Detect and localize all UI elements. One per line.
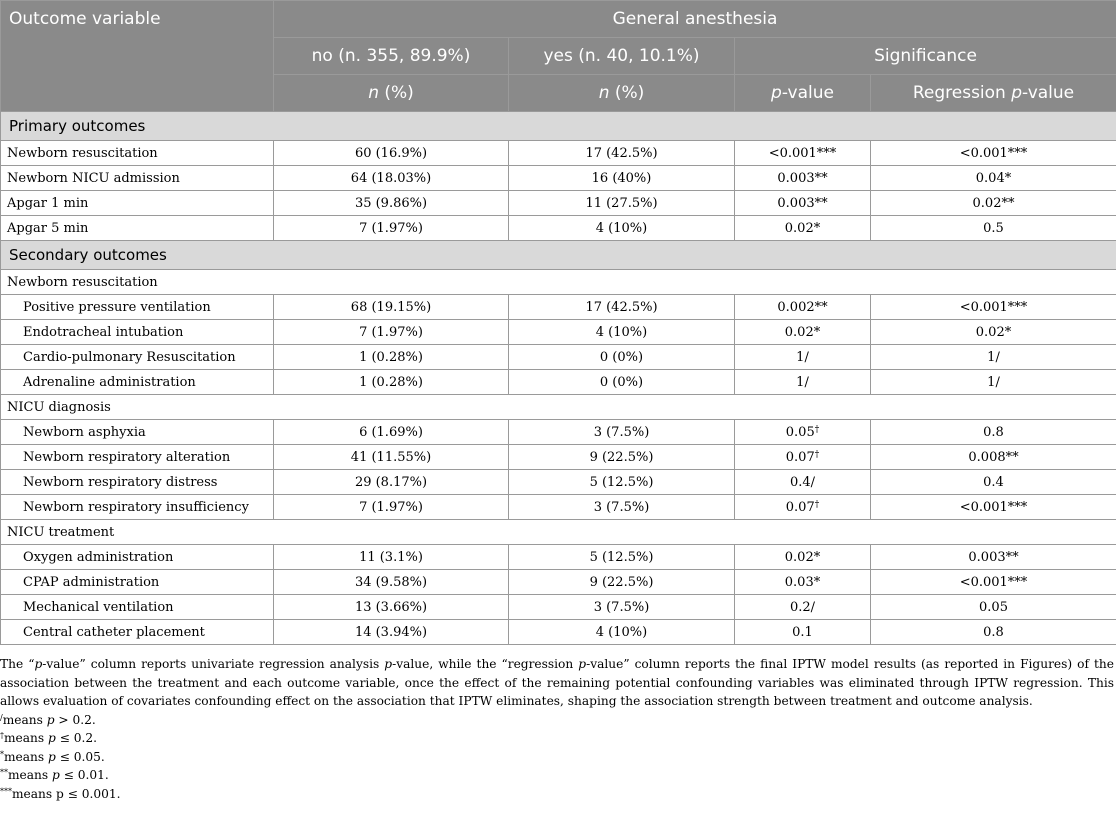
row-label: Newborn NICU admission bbox=[1, 166, 274, 191]
cell-p-value: <0.001*** bbox=[735, 141, 871, 166]
cell-no: 68 (19.15%) bbox=[274, 295, 509, 320]
cell-yes: 5 (12.5%) bbox=[509, 470, 735, 495]
cell-regression-p-value: 0.05 bbox=[871, 595, 1116, 620]
cell-regression-p-value: 0.003** bbox=[871, 545, 1116, 570]
cell-no: 64 (18.03%) bbox=[274, 166, 509, 191]
table-row bbox=[1, 545, 1116, 570]
cell-p-value: 0.03* bbox=[735, 570, 871, 595]
cell-regression-p-value: 0.04* bbox=[871, 166, 1116, 191]
significance-note: ***means p ≤ 0.001. bbox=[0, 786, 121, 801]
cell-regression-p-value: 0.02** bbox=[871, 191, 1116, 216]
header-yes-group: yes (n. 40, 10.1%) bbox=[509, 38, 735, 75]
cell-regression-p-value: 1/ bbox=[871, 370, 1116, 395]
table-row bbox=[1, 420, 1116, 445]
cell-yes: 17 (42.5%) bbox=[509, 141, 735, 166]
note-symbol: / bbox=[0, 712, 3, 722]
header-significance: Significance bbox=[735, 38, 1116, 75]
cell-yes: 5 (12.5%) bbox=[509, 545, 735, 570]
table-row bbox=[1, 141, 1116, 166]
table-row bbox=[1, 370, 1116, 395]
row-label: Oxygen administration bbox=[1, 545, 274, 570]
significance-notes bbox=[0, 711, 1114, 804]
header-regression-p-value: Regression p-value bbox=[871, 75, 1116, 112]
cell-p-value: 0.02* bbox=[735, 216, 871, 241]
section-title: Primary outcomes bbox=[1, 112, 1116, 141]
note-symbol: *** bbox=[0, 786, 12, 796]
header-outcome-variable: Outcome variable bbox=[1, 1, 274, 112]
row-label: Newborn resuscitation bbox=[1, 141, 274, 166]
note-symbol: † bbox=[0, 731, 4, 740]
cell-p-value: 0.1 bbox=[735, 620, 871, 645]
cell-regression-p-value: 0.02* bbox=[871, 320, 1116, 345]
significance-note: †means p ≤ 0.2. bbox=[0, 731, 98, 745]
cell-p-value: 0.05† bbox=[735, 420, 871, 445]
table-row bbox=[1, 495, 1116, 520]
cell-no: 60 (16.9%) bbox=[274, 141, 509, 166]
cell-p-value: 1/ bbox=[735, 370, 871, 395]
row-label: Positive pressure ventilation bbox=[1, 295, 274, 320]
cell-no: 14 (3.94%) bbox=[274, 620, 509, 645]
cell-yes: 3 (7.5%) bbox=[509, 495, 735, 520]
cell-regression-p-value: <0.001*** bbox=[871, 495, 1116, 520]
cell-no: 41 (11.55%) bbox=[274, 445, 509, 470]
cell-regression-p-value: <0.001*** bbox=[871, 570, 1116, 595]
table-row bbox=[1, 345, 1116, 370]
cell-yes: 4 (10%) bbox=[509, 620, 735, 645]
table-footnotes bbox=[0, 655, 1114, 803]
cell-p-value: 0.002** bbox=[735, 295, 871, 320]
group-title: Newborn resuscitation bbox=[1, 270, 1116, 295]
cell-yes: 4 (10%) bbox=[509, 320, 735, 345]
cell-p-value: 0.2/ bbox=[735, 595, 871, 620]
table-row bbox=[1, 216, 1116, 241]
cell-no: 1 (0.28%) bbox=[274, 345, 509, 370]
cell-no: 7 (1.97%) bbox=[274, 320, 509, 345]
table-row bbox=[1, 320, 1116, 345]
row-label: CPAP administration bbox=[1, 570, 274, 595]
cell-p-value: 0.003** bbox=[735, 191, 871, 216]
header-n-pct-yes: n (%) bbox=[509, 75, 735, 112]
cell-no: 29 (8.17%) bbox=[274, 470, 509, 495]
dagger-mark: † bbox=[814, 424, 820, 435]
section-title: Secondary outcomes bbox=[1, 241, 1116, 270]
cell-regression-p-value: 0.008** bbox=[871, 445, 1116, 470]
cell-p-value: 1/ bbox=[735, 345, 871, 370]
row-label: Adrenaline administration bbox=[1, 370, 274, 395]
table-row bbox=[1, 595, 1116, 620]
cell-yes: 0 (0%) bbox=[509, 345, 735, 370]
cell-no: 7 (1.97%) bbox=[274, 495, 509, 520]
significance-note: *means p ≤ 0.05. bbox=[0, 749, 105, 764]
row-label: Newborn respiratory alteration bbox=[1, 445, 274, 470]
cell-no: 7 (1.97%) bbox=[274, 216, 509, 241]
cell-regression-p-value: 0.4 bbox=[871, 470, 1116, 495]
table-row bbox=[1, 470, 1116, 495]
cell-no: 13 (3.66%) bbox=[274, 595, 509, 620]
cell-no: 34 (9.58%) bbox=[274, 570, 509, 595]
header-n-pct-no: n (%) bbox=[274, 75, 509, 112]
dagger-mark: † bbox=[814, 449, 820, 460]
group-row bbox=[1, 520, 1116, 545]
cell-p-value: 0.003** bbox=[735, 166, 871, 191]
cell-p-value: 0.02* bbox=[735, 320, 871, 345]
significance-note: /means p > 0.2. bbox=[0, 712, 96, 727]
row-label: Apgar 5 min bbox=[1, 216, 274, 241]
dagger-mark: † bbox=[814, 499, 820, 510]
cell-yes: 4 (10%) bbox=[509, 216, 735, 241]
table-row bbox=[1, 166, 1116, 191]
row-label: Newborn respiratory distress bbox=[1, 470, 274, 495]
cell-yes: 17 (42.5%) bbox=[509, 295, 735, 320]
cell-yes: 3 (7.5%) bbox=[509, 420, 735, 445]
group-row bbox=[1, 395, 1116, 420]
cell-no: 35 (9.86%) bbox=[274, 191, 509, 216]
cell-regression-p-value: <0.001*** bbox=[871, 295, 1116, 320]
note-symbol: ** bbox=[0, 768, 8, 777]
row-label: Apgar 1 min bbox=[1, 191, 274, 216]
group-title: NICU diagnosis bbox=[1, 395, 1116, 420]
row-label: Endotracheal intubation bbox=[1, 320, 274, 345]
cell-yes: 3 (7.5%) bbox=[509, 595, 735, 620]
row-label: Cardio-pulmonary Resuscitation bbox=[1, 345, 274, 370]
cell-no: 6 (1.69%) bbox=[274, 420, 509, 445]
header-general-anesthesia: General anesthesia bbox=[274, 1, 1116, 38]
cell-yes: 9 (22.5%) bbox=[509, 445, 735, 470]
table-row bbox=[1, 191, 1116, 216]
cell-no: 1 (0.28%) bbox=[274, 370, 509, 395]
cell-regression-p-value: 0.8 bbox=[871, 420, 1116, 445]
section-row bbox=[1, 112, 1116, 141]
header-p-value: p-value bbox=[735, 75, 871, 112]
section-row bbox=[1, 241, 1116, 270]
table-header bbox=[1, 1, 1116, 112]
cell-regression-p-value: <0.001*** bbox=[871, 141, 1116, 166]
table-row bbox=[1, 620, 1116, 645]
table-row bbox=[1, 445, 1116, 470]
cell-p-value: 0.02* bbox=[735, 545, 871, 570]
cell-p-value: 0.07† bbox=[735, 495, 871, 520]
table-body bbox=[1, 112, 1116, 645]
cell-p-value: 0.07† bbox=[735, 445, 871, 470]
cell-yes: 16 (40%) bbox=[509, 166, 735, 191]
significance-note: **means p ≤ 0.01. bbox=[0, 768, 109, 782]
row-label: Central catheter placement bbox=[1, 620, 274, 645]
cell-regression-p-value: 0.8 bbox=[871, 620, 1116, 645]
cell-yes: 11 (27.5%) bbox=[509, 191, 735, 216]
cell-p-value: 0.4/ bbox=[735, 470, 871, 495]
table-row bbox=[1, 570, 1116, 595]
table-row bbox=[1, 295, 1116, 320]
row-label: Newborn respiratory insufficiency bbox=[1, 495, 274, 520]
cell-no: 11 (3.1%) bbox=[274, 545, 509, 570]
group-title: NICU treatment bbox=[1, 520, 1116, 545]
row-label: Newborn asphyxia bbox=[1, 420, 274, 445]
cell-yes: 9 (22.5%) bbox=[509, 570, 735, 595]
cell-yes: 0 (0%) bbox=[509, 370, 735, 395]
note-symbol: * bbox=[0, 749, 4, 759]
footnote-paragraph: The “p-value” column reports univariate regression analysis p-value, while the “regression p-value” column reports the final IPTW model results (as reported in Figures) of the association between the treatment and each outcome variable, once the effect of the remaining potential confounding variables was eliminated through IPTW regression. This allows evaluation of covariates confounding effect on the association that IPTW eliminates, shaping the association strength between treatment and outcome analysis. bbox=[0, 657, 1114, 708]
cell-regression-p-value: 0.5 bbox=[871, 216, 1116, 241]
cell-regression-p-value: 1/ bbox=[871, 345, 1116, 370]
header-no-group: no (n. 355, 89.9%) bbox=[274, 38, 509, 75]
group-row bbox=[1, 270, 1116, 295]
row-label: Mechanical ventilation bbox=[1, 595, 274, 620]
